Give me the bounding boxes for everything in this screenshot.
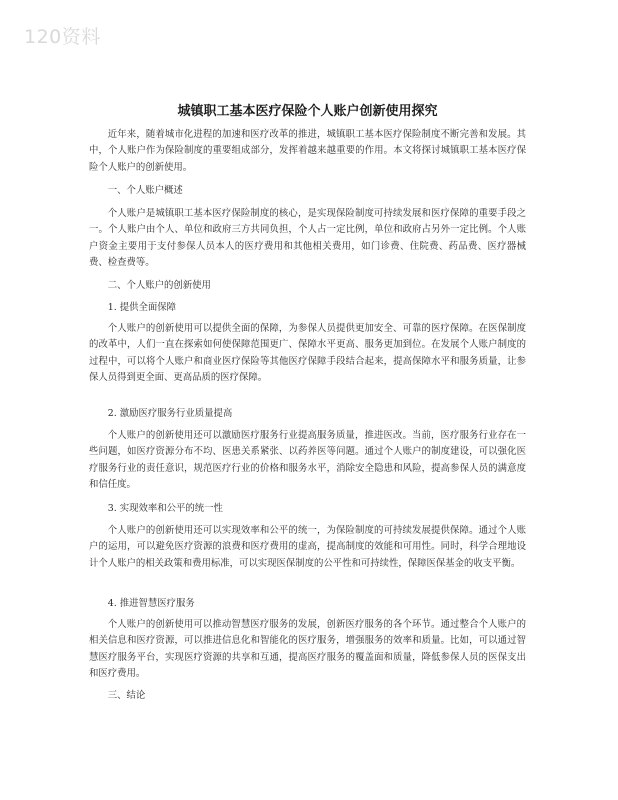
item2-heading: 2. 激励医疗服务行业质量提高 (107, 408, 233, 419)
intro-paragraph: 近年来，随着城市化进程的加速和医疗改革的推进，城镇职工基本医疗保险制度不断完善和发展。其中，个人账户作为保险制度的重要组成部分，发挥着越来越重要的作用。本文将探讨城镇职工基本医疗保险个人账户的创新使用。 (89, 129, 526, 173)
item2-paragraph: 个人账户的创新使用还可以激励医疗服务行业提高服务质量，推进医改。当前，医疗服务行业存在一些问题，如医疗资源分布不均、医患关系紧张、以药养医等问题。通过个人账户的制度建设，可以强化医疗服务行业的责任意识，规范医疗行业的价格和服务水平，消除安全隐患和风险，提高参保人员的满意度和信任度。 (89, 430, 526, 491)
item4-paragraph: 个人账户的创新使用可以推动智慧医疗服务的发展，创新医疗服务的各个环节。通过整合个人账户的相关信息和医疗资源，可以推进信息化和智能化的医疗服务，增强服务的效率和质量。比如，可以通过智慧医疗服务平台，实现医疗资源的共享和互通，提高医疗服务的覆盖面和质量，降低参保人员的医保支出和医疗费用。 (89, 619, 526, 680)
item1-paragraph: 个人账户的创新使用可以提供全面的保障，为参保人员提供更加安全、可靠的医疗保障。在医保制度的改革中，人们一直在探索如何使保障范围更广、保障水平更高、服务更加到位。在发展个人账户制度的过程中，可以将个人账户和商业医疗保险等其他医疗保障手段结合起来，提高保障水平和服务质量，让参保人员得到更全面、更高品质的医疗保障。 (89, 323, 526, 384)
section1-paragraph: 个人账户是城镇职工基本医疗保险制度的核心，是实现保险制度可持续发展和医疗保障的重要手段之一。个人账户由个人、单位和政府三方共同负担，个人占一定比例，单位和政府占另外一定比例。个人账户资金主要用于支付参保人员本人的医疗费用和其他相关费用，如门诊费、住院费、药品费、医疗器械费、检查费等。 (89, 208, 526, 269)
item3-heading: 3. 实现效率和公平的统一性 (107, 503, 223, 514)
section2-heading: 二、个人账户的创新使用 (107, 280, 211, 291)
item1-heading: 1. 提供全面保障 (107, 302, 176, 313)
watermark-logo: 120资料 (24, 26, 101, 48)
section1-heading: 一、个人账户概述 (107, 185, 183, 196)
item4-heading: 4. 推进智慧医疗服务 (107, 598, 195, 609)
item3-paragraph: 个人账户的创新使用还可以实现效率和公平的统一，为保险制度的可持续发展提供保障。通过个人账户的运用，可以避免医疗资源的浪费和医疗费用的虚高，提高制度的效能和可用性。同时，科学合理地设计个人账户的相关政策和费用标准，可以实现医保制度的公平性和可持续性，保障医保基金的收支平衡。 (89, 525, 526, 569)
section3-heading: 三、结论 (107, 690, 146, 701)
document-title: 城镇职工基本医疗保险个人账户创新使用探究 (177, 104, 438, 119)
